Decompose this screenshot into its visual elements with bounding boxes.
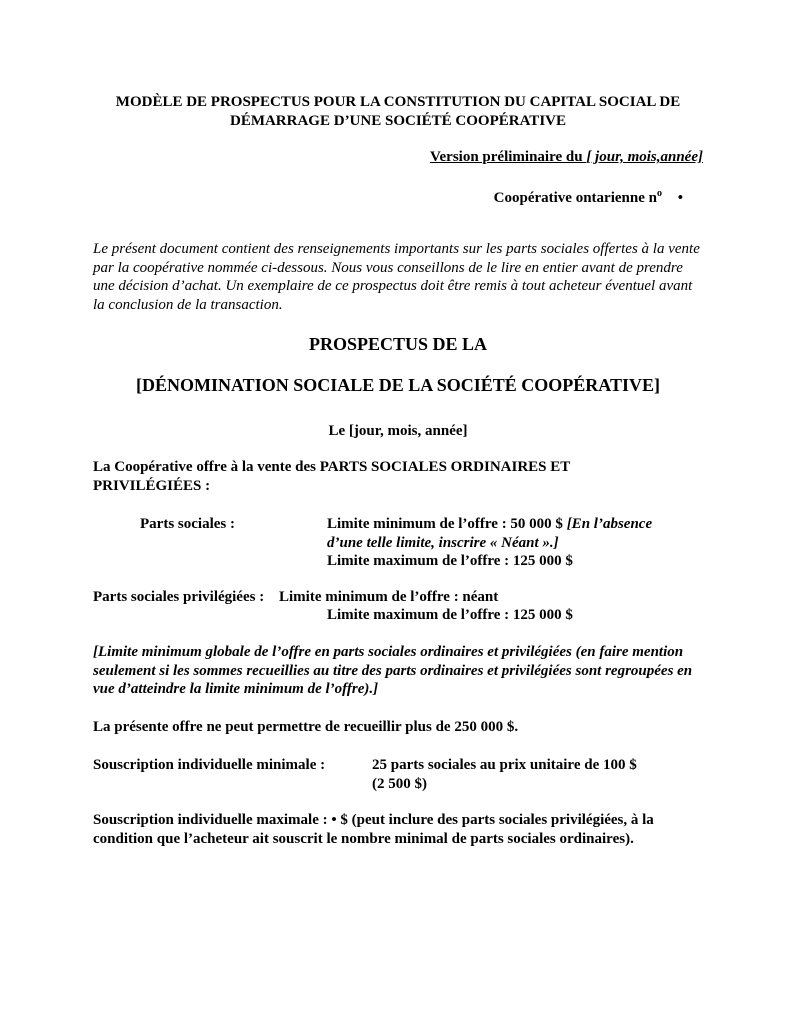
version-line xyxy=(93,148,703,167)
max-subscription-statement: Souscription individuelle maximale : • $ (peut inclure des parts sociales privilégiées, à la condition que l’acheteur ait souscrit le nombre minimal de parts sociales ordinaires). xyxy=(93,812,654,847)
min-subscription-label: Souscription individuelle minimale : xyxy=(93,757,326,773)
prospectus-title: PROSPECTUS DE LA xyxy=(308,334,488,354)
coop-name-placeholder: [DÉNOMINATION SOCIALE DE LA SOCIÉTÉ COOPÉRATIVE] xyxy=(136,375,660,395)
title-line-2: DÉMARRAGE D’UNE SOCIÉTÉ COOPÉRATIVE xyxy=(229,112,566,129)
notice-paragraph: Le présent document contient des renseignements importants sur les parts sociales offertes à la vente par la coopérative nommée ci-dessous. Nous vous conseillons de le lire en entier avant de prendre une décision d’achat. Un exemplaire de ce prospectus doit être remis à tout acheteur éventuel avant la conclusion de la transaction. xyxy=(93,241,700,313)
global-minimum-note: [Limite minimum globale de l’offre en parts sociales ordinaires et privilégiées (en faire mention seulement si les sommes recueillies au titre des parts ordinaires et privilégiées sont regroupées en vue d’atteindre la limite minimum de l’offre).] xyxy=(93,644,693,697)
version-label: Version préliminaire du xyxy=(430,149,587,165)
title-line-1: MODÈLE DE PROSPECTUS POUR LA CONSTITUTION DU CAPITAL SOCIAL DE xyxy=(115,94,681,110)
coop-number-superscript: o xyxy=(656,188,662,199)
preferred-shares-label: Parts sociales privilégiées : xyxy=(93,589,268,605)
ordinary-max-limit: Limite maximum de l’offre : 125 000 $ xyxy=(327,553,573,569)
coop-number-line xyxy=(93,185,683,208)
min-subscription-value xyxy=(372,756,637,793)
date-line: Le [jour, mois, année] xyxy=(328,423,468,439)
coop-number-bullet: • xyxy=(677,190,683,206)
coop-number-label: Coopérative ontarienne n xyxy=(493,190,657,206)
preferred-max-limit: Limite maximum de l’offre : 125 000 $ xyxy=(327,607,573,623)
ordinary-min-limit: Limite minimum de l’offre : 50 000 $ xyxy=(327,516,567,532)
ordinary-shares-label: Parts sociales : xyxy=(140,516,235,532)
min-subscription-value-line-1: 25 parts sociales au prix unitaire de 100 $ xyxy=(372,757,637,773)
document-title xyxy=(93,93,703,130)
ordinary-shares-limits xyxy=(327,515,677,571)
max-raise-statement: La présente offre ne peut permettre de recueillir plus de 250 000 $. xyxy=(93,719,519,735)
min-subscription-value-line-2: (2 500 $) xyxy=(372,775,427,792)
ordinary-min-note: [En l’absence d’une telle limite, inscrire « Néant ».] xyxy=(327,516,653,551)
preferred-min-limit: Limite minimum de l’offre : néant xyxy=(279,589,499,605)
version-placeholder: [ jour, mois,année] xyxy=(586,149,703,165)
offer-intro: La Coopérative offre à la vente des PARTS SOCIALES ORDINAIRES ET PRIVILÉGIÉES : xyxy=(93,459,570,494)
